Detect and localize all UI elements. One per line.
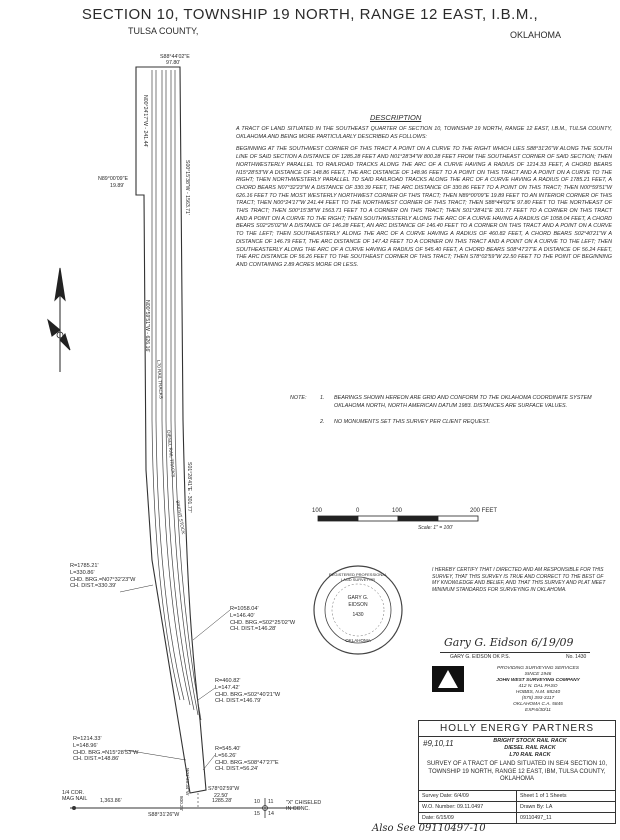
legal-description xyxy=(236,126,612,275)
east-lower-call: S01°28'41"E - 301.77' xyxy=(186,462,192,513)
west-main-call: N00°59'51"W - 626.16' xyxy=(144,300,150,353)
chisel-note: "X" CHISELED IN CONC. xyxy=(286,800,322,812)
tie-distance: 800.28' xyxy=(179,796,184,811)
project-names: BRIGHT STOCK RAIL RACK DIESEL RAIL RACK L70 RAIL RACK xyxy=(493,738,567,758)
section-num-10: 10 xyxy=(254,799,260,805)
top-bearing: S88°44'02"E xyxy=(160,54,190,60)
sheet-count: Sheet 1 of 1 Sheets xyxy=(520,793,567,799)
section-num-15: 15 xyxy=(254,811,260,817)
section-num-14: 14 xyxy=(268,811,274,817)
scale-bar xyxy=(318,516,478,521)
survey-date: Survey Date: 6/4/09 xyxy=(419,791,517,801)
seal-center: GARY G. EIDSON 1430 xyxy=(347,595,369,618)
curve-table-3: R=460.82' L=147.42' CHD. BRG.=S02°40'21"W CH. DIST.=146.79' xyxy=(215,678,281,705)
description-body: BEGINNING AT THE SOUTHWEST CORNER OF THIS TRACT A POINT ON A CURVE TO THE RIGHT WHICH LIES S88°31'26"W ALONG THE SOUTH LINE OF SAID SECTION A DISTANCE OF 1285.28 FEET AND N01°28'34"W 800.28 FEET FROM THE SOUTHEAST CORNER OF SAID SECTION; THEN NORTHWESTERLY PARALLEL TO RAILROAD TRACKS ALONG THE ARC OF A CURVE HAVING A RADIUS OF 1214.33 FEET, A CHORD BEARS N15°28'53"W A DISTANCE OF 148.86 FEET, THE ARC DISTANCE OF 148.96 FEET TO A POINT ON THIS TRACT AND A POINT ON A CURVE TO THE RIGHT; THEN NORTHWESTERLY PARALLEL TO SAID RAILROAD TRACKS ALONG THE ARC OF A CURVE HAVING A RADIUS OF 1785.21 FEET, A CHORD BEARS N07°32'23"W A DISTANCE OF 330.39 FEET, THE ARC DISTANCE OF 330.86 FEET TO A POINT ON THIS TRACT; THEN N00°59'51"W 626.16 FEET TO THE MOST WESTERLY NORTHWEST CORNER OF THIS TRACT; THEN N89°00'09"E 19.89 FEET TO AN INTERIOR CORNER OF THIS TRACT; THEN N00°24'17"W 241.44 FEET TO THE NORTHWEST CORNER OF THIS TRACT; THEN S88°44'02"E 97.80 FEET TO THE NORTHEAST OF THIS TRACT; THEN S00°15'38"W 1563.71 FEET TO A CORNER ON THIS TRACT; THEN S01°28'41"E 301.77 FEET TO A CORNER ON THIS TRACT AND A POINT ON A CURVE TO THE RIGHT; THEN SOUTHWESTERLY ALONG THE ARC OF A CURVE HAVING A RADIUS OF 1058.04 FEET, A CHORD BEARS S02°25'02"W A DISTANCE OF 146.28 FEET, AN ARC DISTANCE OF 146.40 FEET TO A CORNER ON THIS TRACT AND A POINT ON A CURVE TO THE LEFT; THEN SOUTHEASTERLY ALONG THE ARC OF A CURVE HAVING A RADIUS OF 460.82 FEET, A CHORD BEARS S02°40'21"W A DISTANCE OF 146.79 FEET, THE ARC DISTANCE OF 147.42 FEET TO A CORNER ON THIS TRACT AND A POINT ON A CURVE TO THE LEFT; THEN SOUTHEASTERLY ALONG THE ARC OF A CURVE HAVING A RADIUS OF 545.40 FEET, A CHORD BEARS S08°47'27"E A DISTANCE OF 56.24 FEET, THE ARC DISTANCE OF 56.26 FEET TO THE SOUTHEAST CORNER OF THIS TRACT; THEN S78°02'59"W 22.50 FEET TO THE POINT OF BEGINNING AND CONTAINING 2.89 ACRES MORE OR LESS. xyxy=(236,146,612,268)
curve-table-1: R=1785.21' L=330.86' CHD. BRG.=N07°32'23"W CH. DIST.=330.39' xyxy=(70,563,136,590)
title-block-grid xyxy=(419,790,615,823)
wo-number: W.O. Number: 09.11.0497 xyxy=(419,802,517,812)
south-segment-bearing: S78°02'59"W xyxy=(208,786,240,792)
drawn-by: Drawn By: LA xyxy=(520,804,553,810)
tract-label-bright: BRIGHT STOCK xyxy=(175,500,186,535)
scale-label-100a: 100 xyxy=(312,508,323,514)
south-line-bearing: S88°31'26"W xyxy=(148,812,180,818)
scale-label-200: 200 FEET xyxy=(470,508,498,514)
south-line-distance-2: 1285.28' xyxy=(212,798,233,804)
signature-line xyxy=(440,652,590,653)
north-arrow-icon xyxy=(48,268,70,372)
scale-label-100b: 100 xyxy=(392,508,403,514)
south-segment-distance: 22.50' xyxy=(214,793,229,799)
surveyor-signature: Gary G. Eidson 6/19/09 xyxy=(444,636,574,649)
notes-label: NOTE: xyxy=(290,395,307,401)
also-see-note: Also See 09110497-10 xyxy=(372,823,486,834)
tract-label-l70: L70 RAIL TRACKS xyxy=(156,360,164,400)
curve-table-2: R=1058.04' L=146.40' CHD. BRG.=S02°25'02"W CH. DIST.=146.28' xyxy=(230,606,296,633)
scale-note: Scale: 1" = 100' xyxy=(418,525,453,531)
section-num-11: 11 xyxy=(268,799,274,805)
curve-table-5: R=545.40' L=56.26' CHD. BRG.=S08°47'27"E CH. DIST.=56.24' xyxy=(215,746,279,773)
curve-table-4: R=1214.33' L=148.96' CHD. BRG.=N15°28'53"W CH. DIST.=148.86' xyxy=(73,736,139,763)
surveyor-certification: I HEREBY CERTIFY THAT I DIRECTED AND AM RESPONSIBLE FOR THIS SURVEY, THAT THIS SURVEY IS TRUE AND CORRECT TO THE BEST OF MY KNOWLEDGE AND BELIEF, AND THAT THIS SURVEY AND PLAT MEET MINIMUM STANDARDS FOR SURVEYING IN OKLAHOMA. xyxy=(432,567,606,593)
seal-top-text: REGISTERED PROFESSIONAL LAND SURVEYOR xyxy=(328,572,388,582)
sheet-title: SECTION 10, TOWNSHIP 19 NORTH, RANGE 12 EAST, I.B.M., xyxy=(81,6,539,23)
jog-bearing: N89°00'09"E xyxy=(98,176,129,182)
jog-distance: 19.89' xyxy=(110,183,125,189)
west-upper-call: N00°24'17"W - 241.44' xyxy=(142,95,148,148)
corner-note: 1/4 COR. MAG NAIL xyxy=(62,790,88,802)
surveyor-license-number: No. 1430 xyxy=(566,654,587,660)
description-title: DESCRIPTION xyxy=(370,113,422,122)
drawing-date: Date: 6/15/09 xyxy=(419,813,517,823)
state-label: OKLAHOMA xyxy=(510,30,562,40)
tract-label-diesel: DIESEL RAIL TRACKS xyxy=(166,430,176,478)
firm-info: PROVIDING SURVEYING SERVICES SINCE 1946 JOHN WEST SURVEYING COMPANY 412 N. DAL PASO HOBBS, N.M. 88240 (575) 393-3117 OKLAHOMA C.A. 5845 EXP.6/30/11 xyxy=(496,666,580,713)
description-intro: A TRACT OF LAND SITUATED IN THE SOUTHEAST QUARTER OF SECTION 10, TOWNSHIP 19 NORTH, RANGE 12 EAST, I.B.M., TULSA COUNTY, OKLAHOMA AND BEING MORE PARTICULARLY DESCRIBED AS FOLLOWS: xyxy=(236,126,612,140)
note-1: BEARINGS SHOWN HEREON ARE GRID AND CONFORM TO THE OKLAHOMA COORDINATE SYSTEM OKLAHOMA NORTH, NORTH AMERICAN DATUM 1983. DISTANCES ARE SURFACE VALUES. xyxy=(334,395,592,409)
south-line-distance-1: 1,363.86' xyxy=(100,798,122,804)
note-2: NO MONUMENTS SET THIS SURVEY PER CLIENT REQUEST. xyxy=(334,419,490,426)
surveyor-name: GARY G. EIDSON OK P.S. xyxy=(450,654,511,660)
tie-bearing: N01°28'34"W xyxy=(185,768,190,796)
seal-state-text: OKLAHOMA xyxy=(345,638,371,643)
project-number: #9,10,11 xyxy=(423,739,454,748)
county-label: TULSA COUNTY, xyxy=(128,26,199,36)
file-number: 09110497_11 xyxy=(520,815,552,821)
top-distance: 97.80' xyxy=(166,60,181,66)
scale-label-0: 0 xyxy=(356,508,360,514)
notes-section: NOTE: 1. BEARINGS SHOWN HEREON ARE GRID AND CONFORM TO THE OKLAHOMA COORDINATE SYSTEM OKLAHOMA NORTH, NORTH AMERICAN DATUM 1983. DISTANCES ARE SURFACE VALUES. 2. NO MONUMENTS SET THIS SURVEY PER CLIENT REQUEST. xyxy=(290,395,610,436)
survey-description: SURVEY OF A TRACT OF LAND SITUATED IN SE/4 SECTION 10, TOWNSHIP 19 NORTH, RANGE 12 EAST, IBM, TULSA COUNTY, OKLAHOMA xyxy=(426,761,608,782)
east-main-call: S00°15'38"W - 1563.71' xyxy=(184,160,190,215)
company-name: HOLLY ENERGY PARTNERS xyxy=(419,721,615,737)
company-logo-icon xyxy=(432,666,464,692)
title-block xyxy=(418,720,616,824)
